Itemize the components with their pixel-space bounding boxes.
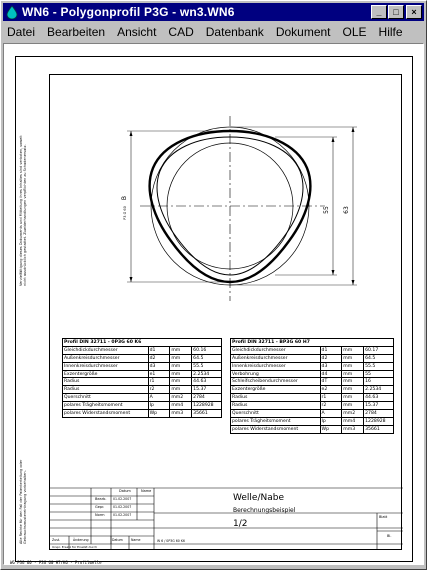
tb-col-name: Name: [141, 489, 152, 493]
arrow-left-bottom: [130, 277, 133, 282]
table-row: Exzentergröße e1 mm 2.2534: [63, 370, 222, 378]
table-row: Außenkreisdurchmesser d2 mm 64.5: [231, 354, 394, 362]
title-bar[interactable]: [3, 3, 424, 21]
tb-blatt: Blatt: [379, 515, 388, 519]
window-title: WN6 - Polygonprofil P3G - wn3.WN6: [22, 5, 235, 19]
dim-label-left-detail: P3 G 60: [123, 206, 127, 220]
table-row: polares Trägheitsmoment Ip mm4 1228928: [63, 402, 222, 410]
profile-table-shaft: [62, 338, 222, 418]
tb-bl: Bl.: [387, 534, 392, 538]
table-row: Verbohrung d4 mm 55: [231, 370, 394, 378]
close-icon: ×: [411, 6, 417, 17]
arrow-55-bottom: [332, 270, 335, 275]
table-row: Schleifscheibendurchmesser dT mm 16: [231, 378, 394, 386]
app-drop-icon: [5, 5, 19, 19]
hub-table-header: Profil DIN 32711 - BP3G 60 H7: [231, 339, 394, 347]
dim-label-55: 55: [323, 206, 330, 214]
dim-label-left: B: [121, 195, 128, 201]
tb-bottom-code: W 6 / 0P3G 60 K6: [157, 539, 185, 543]
table-row: Radius r1 mm 44.63: [231, 394, 394, 402]
menu-ansicht[interactable]: Ansicht: [117, 25, 157, 39]
table-row: polares Trägheitsmoment Ip mm4 1228928: [231, 417, 394, 425]
arrow-63-top: [352, 127, 355, 132]
menu-bar: [3, 22, 424, 42]
table-row: Radius r2 mm 15.37: [231, 402, 394, 410]
tb-row-norm: Norm: [95, 513, 105, 517]
menu-ole[interactable]: OLE: [342, 25, 367, 39]
title-block-lines: [49, 486, 403, 550]
tb-bottom-aenderung: Änderung: [73, 538, 89, 542]
document-canvas[interactable]: [3, 43, 424, 565]
sheet-number: 1/2: [233, 519, 248, 529]
tb-bottom-name: Name: [131, 538, 141, 542]
close-button[interactable]: [406, 5, 422, 19]
maximize-icon: □: [393, 6, 399, 17]
tb-date-2: 01.02.2007: [113, 505, 132, 509]
dim-label-63: 63: [343, 206, 350, 214]
side-notice-bottom: Alle Rechte für den Fall der Patenterteilung oder Gebrauchsmustereintragung vorbehalten.: [19, 459, 27, 544]
tb-date-1: 01.02.2007: [113, 497, 132, 501]
tb-bottom-datum: Datum: [112, 538, 123, 542]
tb-col-datum: Datum: [119, 489, 131, 493]
menu-hilfe[interactable]: Hilfe: [378, 25, 403, 39]
table-row: polares Widerstandsmoment Wp mm3 35661: [231, 425, 394, 433]
table-row: Außenkreisdurchmesser d2 mm 64.5: [63, 354, 222, 362]
maximize-button[interactable]: [388, 5, 404, 19]
drawing-sheet: [15, 56, 418, 556]
tb-row-bearb: Bearb.: [95, 497, 107, 501]
shaft-table-header: Profil DIN 32711 - 0P3G 60 K6: [63, 339, 222, 347]
table-row: polares Widerstandsmoment Wp mm3 35661: [63, 410, 222, 418]
table-row: Exzentergröße e2 mm 2.2534: [231, 386, 394, 394]
minimize-icon: _: [376, 6, 382, 17]
menu-dokument[interactable]: Dokument: [275, 25, 331, 39]
tb-row-gepr: Gepr.: [95, 505, 105, 509]
table-row: Radius r2 mm 15.37: [63, 386, 222, 394]
tb-bottom-zust: Zust.: [52, 538, 61, 542]
tb-date-3: 01.02.2007: [113, 513, 132, 517]
table-row: Querschnitt A mm2 2784: [63, 394, 222, 402]
menu-datei[interactable]: Datei: [7, 25, 36, 39]
side-notice-top: Vervielfältigung dieses Dokuments und Mitteilung ihres Inhaltes sind verboten, soweit nicht ausdrücklich gestattet. Zuwiderhandlungen verpflichten zu Schadenersatz.: [19, 135, 27, 286]
drawing-title: Welle/Nabe: [233, 493, 284, 503]
menu-cad[interactable]: CAD: [168, 25, 194, 39]
arrow-63-bottom: [352, 280, 355, 285]
menu-bearbeiten[interactable]: Bearbeiten: [47, 25, 106, 39]
arrow-55-top: [332, 137, 335, 142]
table-row: Radius r1 mm 44.63: [63, 378, 222, 386]
table-row: Innenkreisdurchmesser d3 mm 55.5: [63, 362, 222, 370]
table-row: Gleichdickdurchmesser d1 mm 60.17: [231, 346, 394, 354]
table-row: Gleichdickdurchmesser d1 mm 60.16: [63, 346, 222, 354]
menu-datenbank[interactable]: Datenbank: [205, 25, 264, 39]
tb-below-left: Urspr. Ersatz für Ersetzt durch: [52, 545, 98, 549]
table-row: Querschnitt A mm2 2784: [231, 410, 394, 418]
profile-table-hub: [230, 338, 394, 434]
arrow-left-top: [130, 131, 133, 136]
profile-drawing: [75, 86, 375, 326]
drawing-subtitle: Berechnungsbeispiel: [233, 507, 296, 514]
document-status-line: W6 P3G 60 - P3G 60 H7/K6 - Profilwelle: [10, 560, 102, 565]
minimize-button[interactable]: [371, 5, 387, 19]
table-row: Innenkreisdurchmesser d3 mm 55.5: [231, 362, 394, 370]
